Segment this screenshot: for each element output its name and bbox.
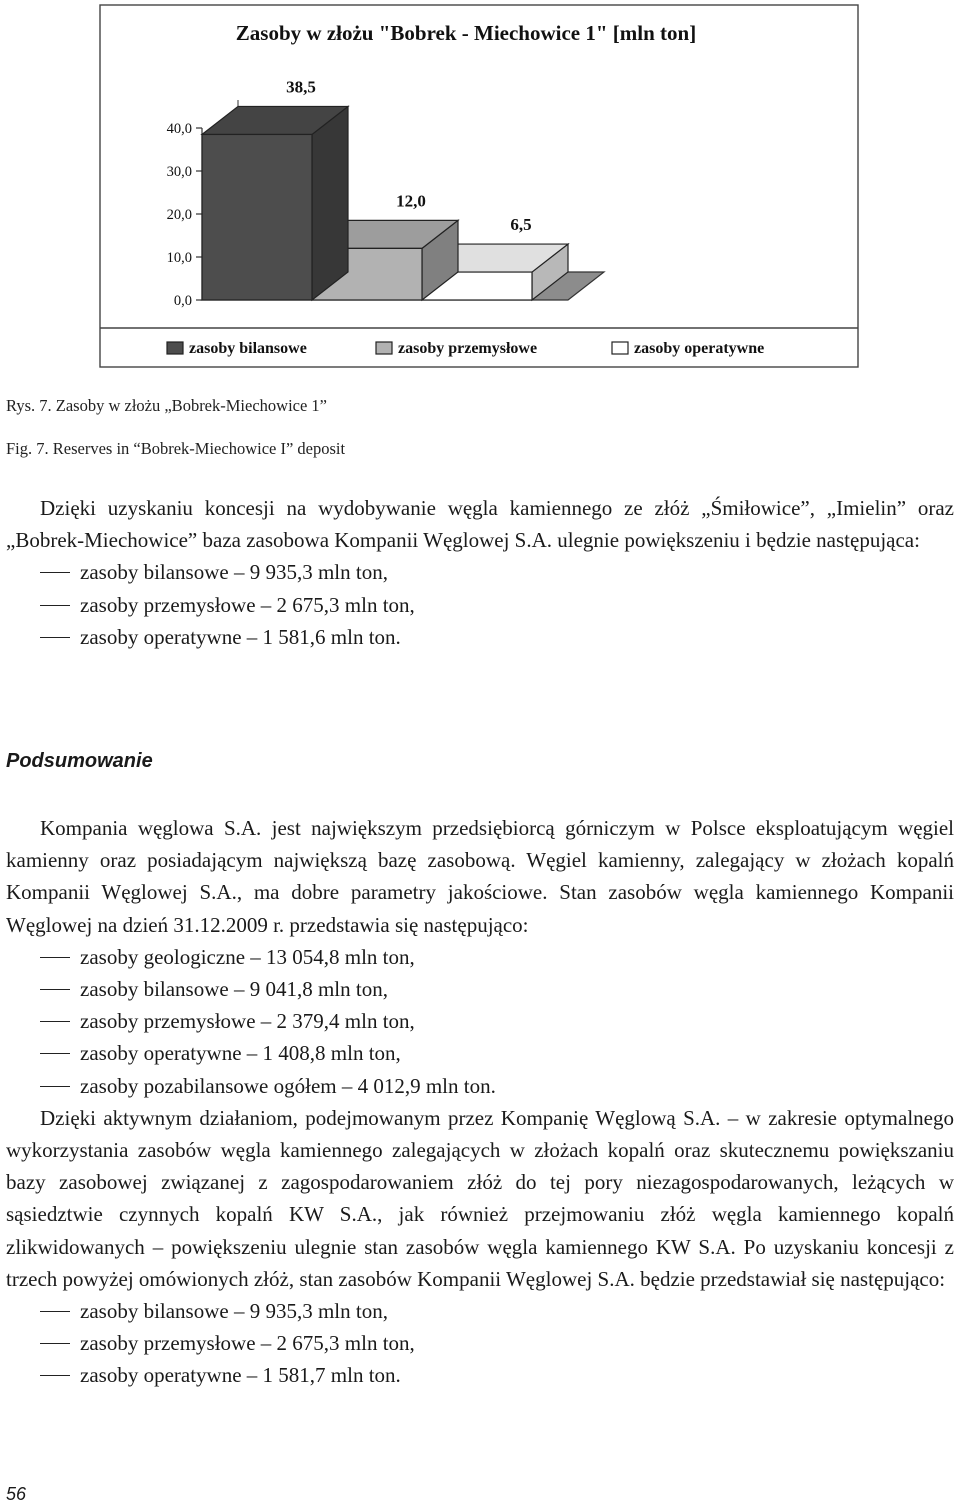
y-tick-label: 0,0 [173, 293, 192, 309]
list-item [6, 1037, 954, 1069]
section-heading: Podsumowanie [6, 750, 153, 772]
paragraph: Dzięki aktywnym działaniom, podejmowanym przez Kompanię Węglową S.A. – w zakresie optymalnego wykorzystania zasobów węgla kamiennego zalegających w złożach kopalń oraz skutecznemu powiększaniu bazy zasobowej związanej z zagospodarowaniem złóż do tej pory niezagospodarowanych, leżących w sąsiedztwie czynnych kopalń KW S.A., jak również przejmowaniu złóż węgla kamiennego kopalń zlikwidowanych – powiększeniu ulegnie stan zasobów węgla kamiennego KW S.A. Po uzyskaniu koncesji z trzech powyżej omówionych złóż, stan zasobów Kompanii Węglowej S.A. będzie przedstawiał się następująco: [6, 1105, 954, 1291]
paragraph: Kompania węglowa S.A. jest największym przedsiębiorcą górniczym w Polsce eksploatującym węgiel kamienny oraz posiadającym największą bazę zasobową. Węgiel kamienny, zalegający w złożach kopalń Kompanii Węglowej S.A., ma dobre parametry jakościowe. Stan zasobów węgla kamiennego Kompanii Węglowej na dzień 31.12.2009 r. przedstawia się następująco: [6, 816, 954, 937]
reserves-chart [0, 0, 960, 380]
list-item-text: zasoby bilansowe – 9 935,3 mln ton, [80, 1299, 388, 1324]
page-number: 56 [6, 1484, 27, 1504]
list-item [6, 1005, 954, 1037]
paragraph: Dzięki uzyskaniu koncesji na wydobywanie węgla kamiennego ze złóż „Śmiłowice”, „Imielin” oraz „Bobrek-Miechowice” baza zasobowa Kompanii Węglowej S.A. ulegnie powiększeniu i będzie następująca: [6, 496, 954, 553]
y-tick-label: 40,0 [166, 121, 192, 137]
em-dash-bullet [40, 1311, 70, 1312]
em-dash-bullet [40, 1343, 70, 1344]
legend-label: zasoby operatywne [634, 340, 765, 357]
list-item-text: zasoby bilansowe – 9 041,8 mln ton, [80, 977, 388, 1002]
em-dash-bullet [40, 1086, 70, 1087]
em-dash-bullet [40, 572, 70, 573]
bar-front [202, 134, 312, 300]
reserves-list-1 [6, 556, 954, 653]
legend-swatch [376, 342, 392, 354]
list-item [6, 973, 954, 1005]
body-text-1 [6, 492, 954, 653]
list-item [6, 1327, 954, 1359]
reserves-list-2 [6, 941, 954, 1102]
legend-swatch [167, 342, 183, 354]
y-tick-label: 10,0 [166, 250, 192, 266]
figure-caption-pl: Rys. 7. Zasoby w złożu „Bobrek-Miechowice 1” [6, 396, 328, 415]
list-item-text: zasoby przemysłowe – 2 379,4 mln ton, [80, 1009, 415, 1034]
legend-swatch [612, 342, 628, 354]
list-item [6, 1070, 954, 1102]
list-item-text: zasoby operatywne – 1 408,8 mln ton, [80, 1041, 401, 1066]
em-dash-bullet [40, 637, 70, 638]
list-item-text: zasoby przemysłowe – 2 675,3 mln ton, [80, 592, 415, 617]
list-item-text: zasoby operatywne – 1 581,7 mln ton. [80, 1363, 401, 1388]
em-dash-bullet [40, 1375, 70, 1376]
y-tick-label: 20,0 [166, 207, 192, 223]
list-item [6, 1295, 954, 1327]
chart-canvas [0, 0, 960, 380]
list-item [6, 621, 954, 653]
em-dash-bullet [40, 1021, 70, 1022]
list-item-text: zasoby bilansowe – 9 935,3 mln ton, [80, 560, 388, 585]
legend [167, 340, 764, 357]
legend-label: zasoby przemysłowe [398, 340, 538, 357]
body-text-2 [6, 812, 954, 1392]
figure-caption-en: Fig. 7. Reserves in “Bobrek-Miechowice I” deposit [6, 439, 346, 458]
bar-value-label: 6,5 [510, 215, 532, 235]
em-dash-bullet [40, 957, 70, 958]
chart-title: Zasoby w złożu "Bobrek - Miechowice 1" [mln ton] [235, 21, 697, 45]
list-item [6, 941, 954, 973]
reserves-list-3 [6, 1295, 954, 1392]
legend-label: zasoby bilansowe [189, 340, 307, 357]
em-dash-bullet [40, 1053, 70, 1054]
list-item [6, 589, 954, 621]
list-item-text: zasoby geologiczne – 13 054,8 mln ton, [80, 944, 415, 969]
list-item [6, 1359, 954, 1391]
bar-side [312, 106, 348, 300]
list-item [6, 556, 954, 588]
bar-value-label: 38,5 [286, 77, 316, 97]
em-dash-bullet [40, 989, 70, 990]
y-tick-label: 30,0 [166, 164, 192, 180]
em-dash-bullet [40, 605, 70, 606]
list-item-text: zasoby przemysłowe – 2 675,3 mln ton, [80, 1331, 415, 1356]
list-item-text: zasoby pozabilansowe ogółem – 4 012,9 mln ton. [80, 1073, 496, 1098]
list-item-text: zasoby operatywne – 1 581,6 mln ton. [80, 624, 401, 649]
bar-value-label: 12,0 [396, 191, 426, 211]
